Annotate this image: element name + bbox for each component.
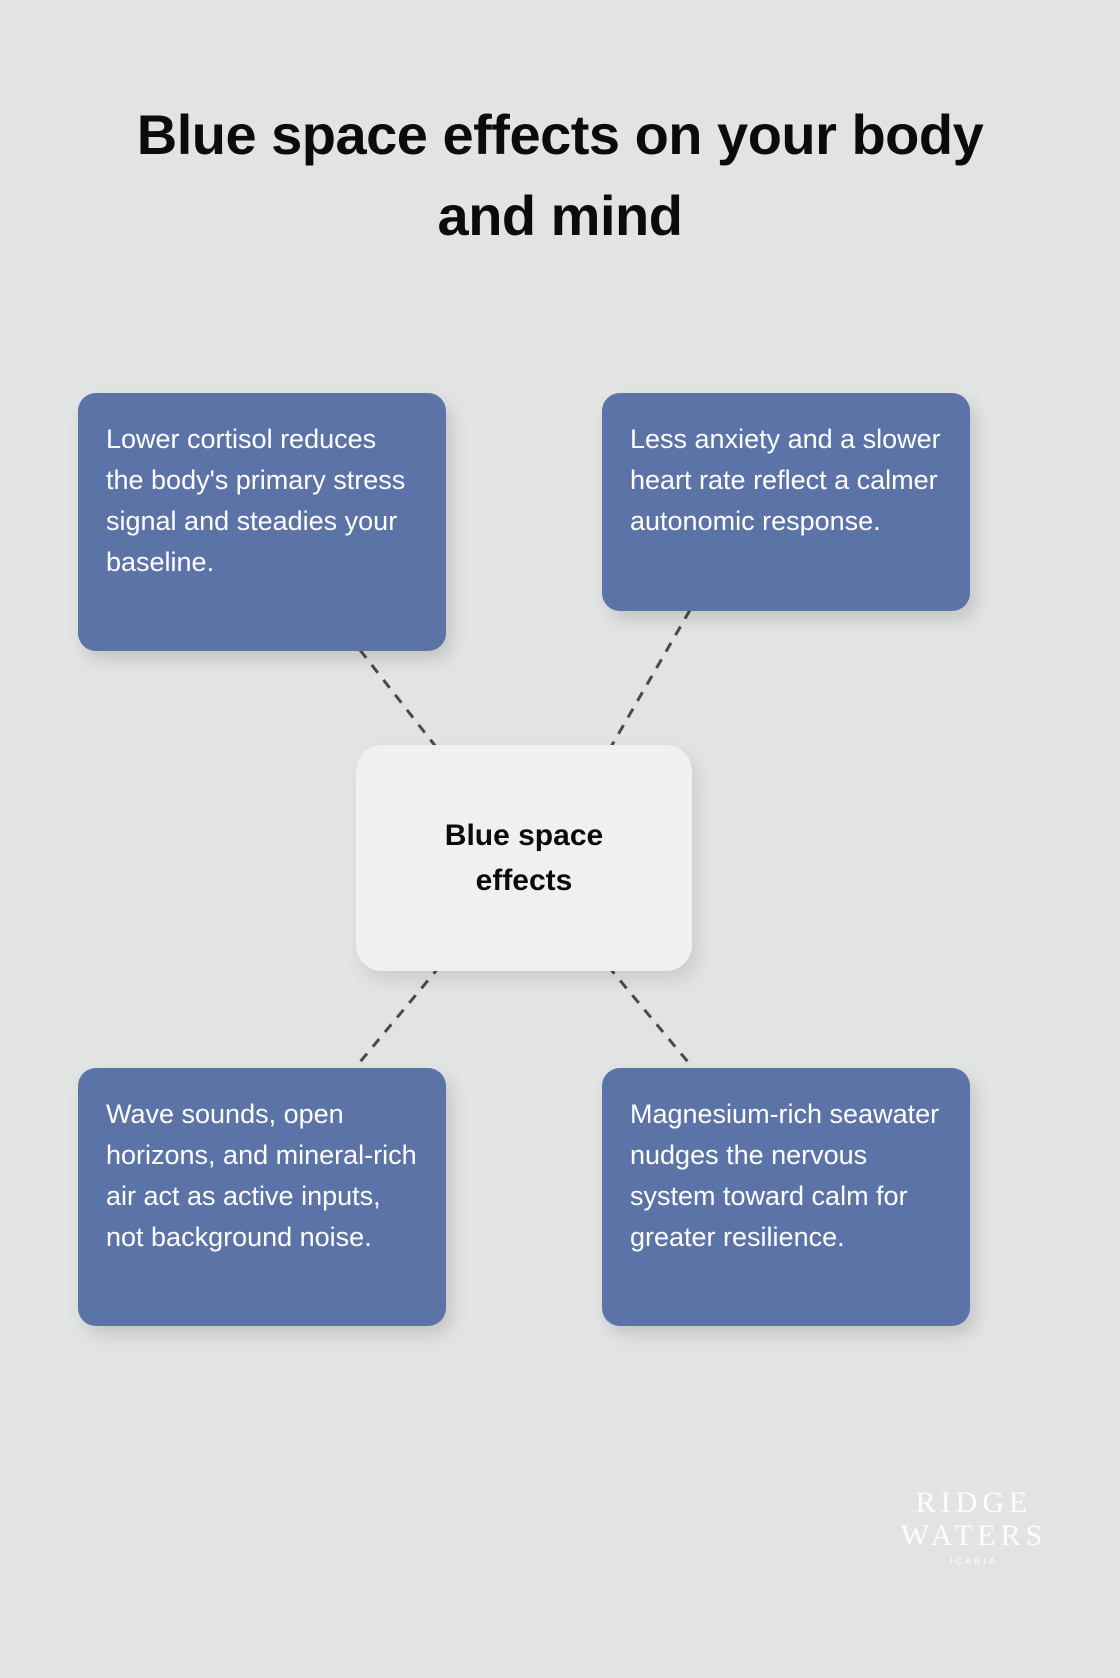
node-top-right xyxy=(602,393,970,611)
node-top-right-text: Less anxiety and a slower heart rate reflect a calmer autonomic response. xyxy=(630,424,941,537)
connector-bottom-right xyxy=(608,966,688,1062)
center-node-label: Blue space effects xyxy=(444,819,604,897)
node-bottom-left-text: Wave sounds, open horizons, and mineral-rich air act as active inputs, not background noise. xyxy=(106,1099,417,1253)
brand-logo xyxy=(884,1486,1064,1566)
connector-top-left xyxy=(360,650,440,752)
node-top-left xyxy=(78,393,446,651)
node-bottom-right xyxy=(602,1068,970,1326)
logo-line-waters: WATERS xyxy=(900,1519,1048,1553)
logo-line-ridge: RIDGE xyxy=(915,1485,1033,1519)
logo-line-icaria: ICARIA xyxy=(949,1556,998,1566)
node-bottom-right-text: Magnesium-rich seawater nudges the nervous system toward calm for greater resilience. xyxy=(630,1099,940,1253)
page-title: Blue space effects on your body and mind xyxy=(136,103,984,247)
connector-top-right xyxy=(608,610,690,752)
node-bottom-left xyxy=(78,1068,446,1326)
center-node xyxy=(356,745,692,971)
node-top-left-text: Lower cortisol reduces the body's primary stress signal and steadies your baseline. xyxy=(106,424,406,578)
connector-bottom-left xyxy=(360,966,440,1062)
